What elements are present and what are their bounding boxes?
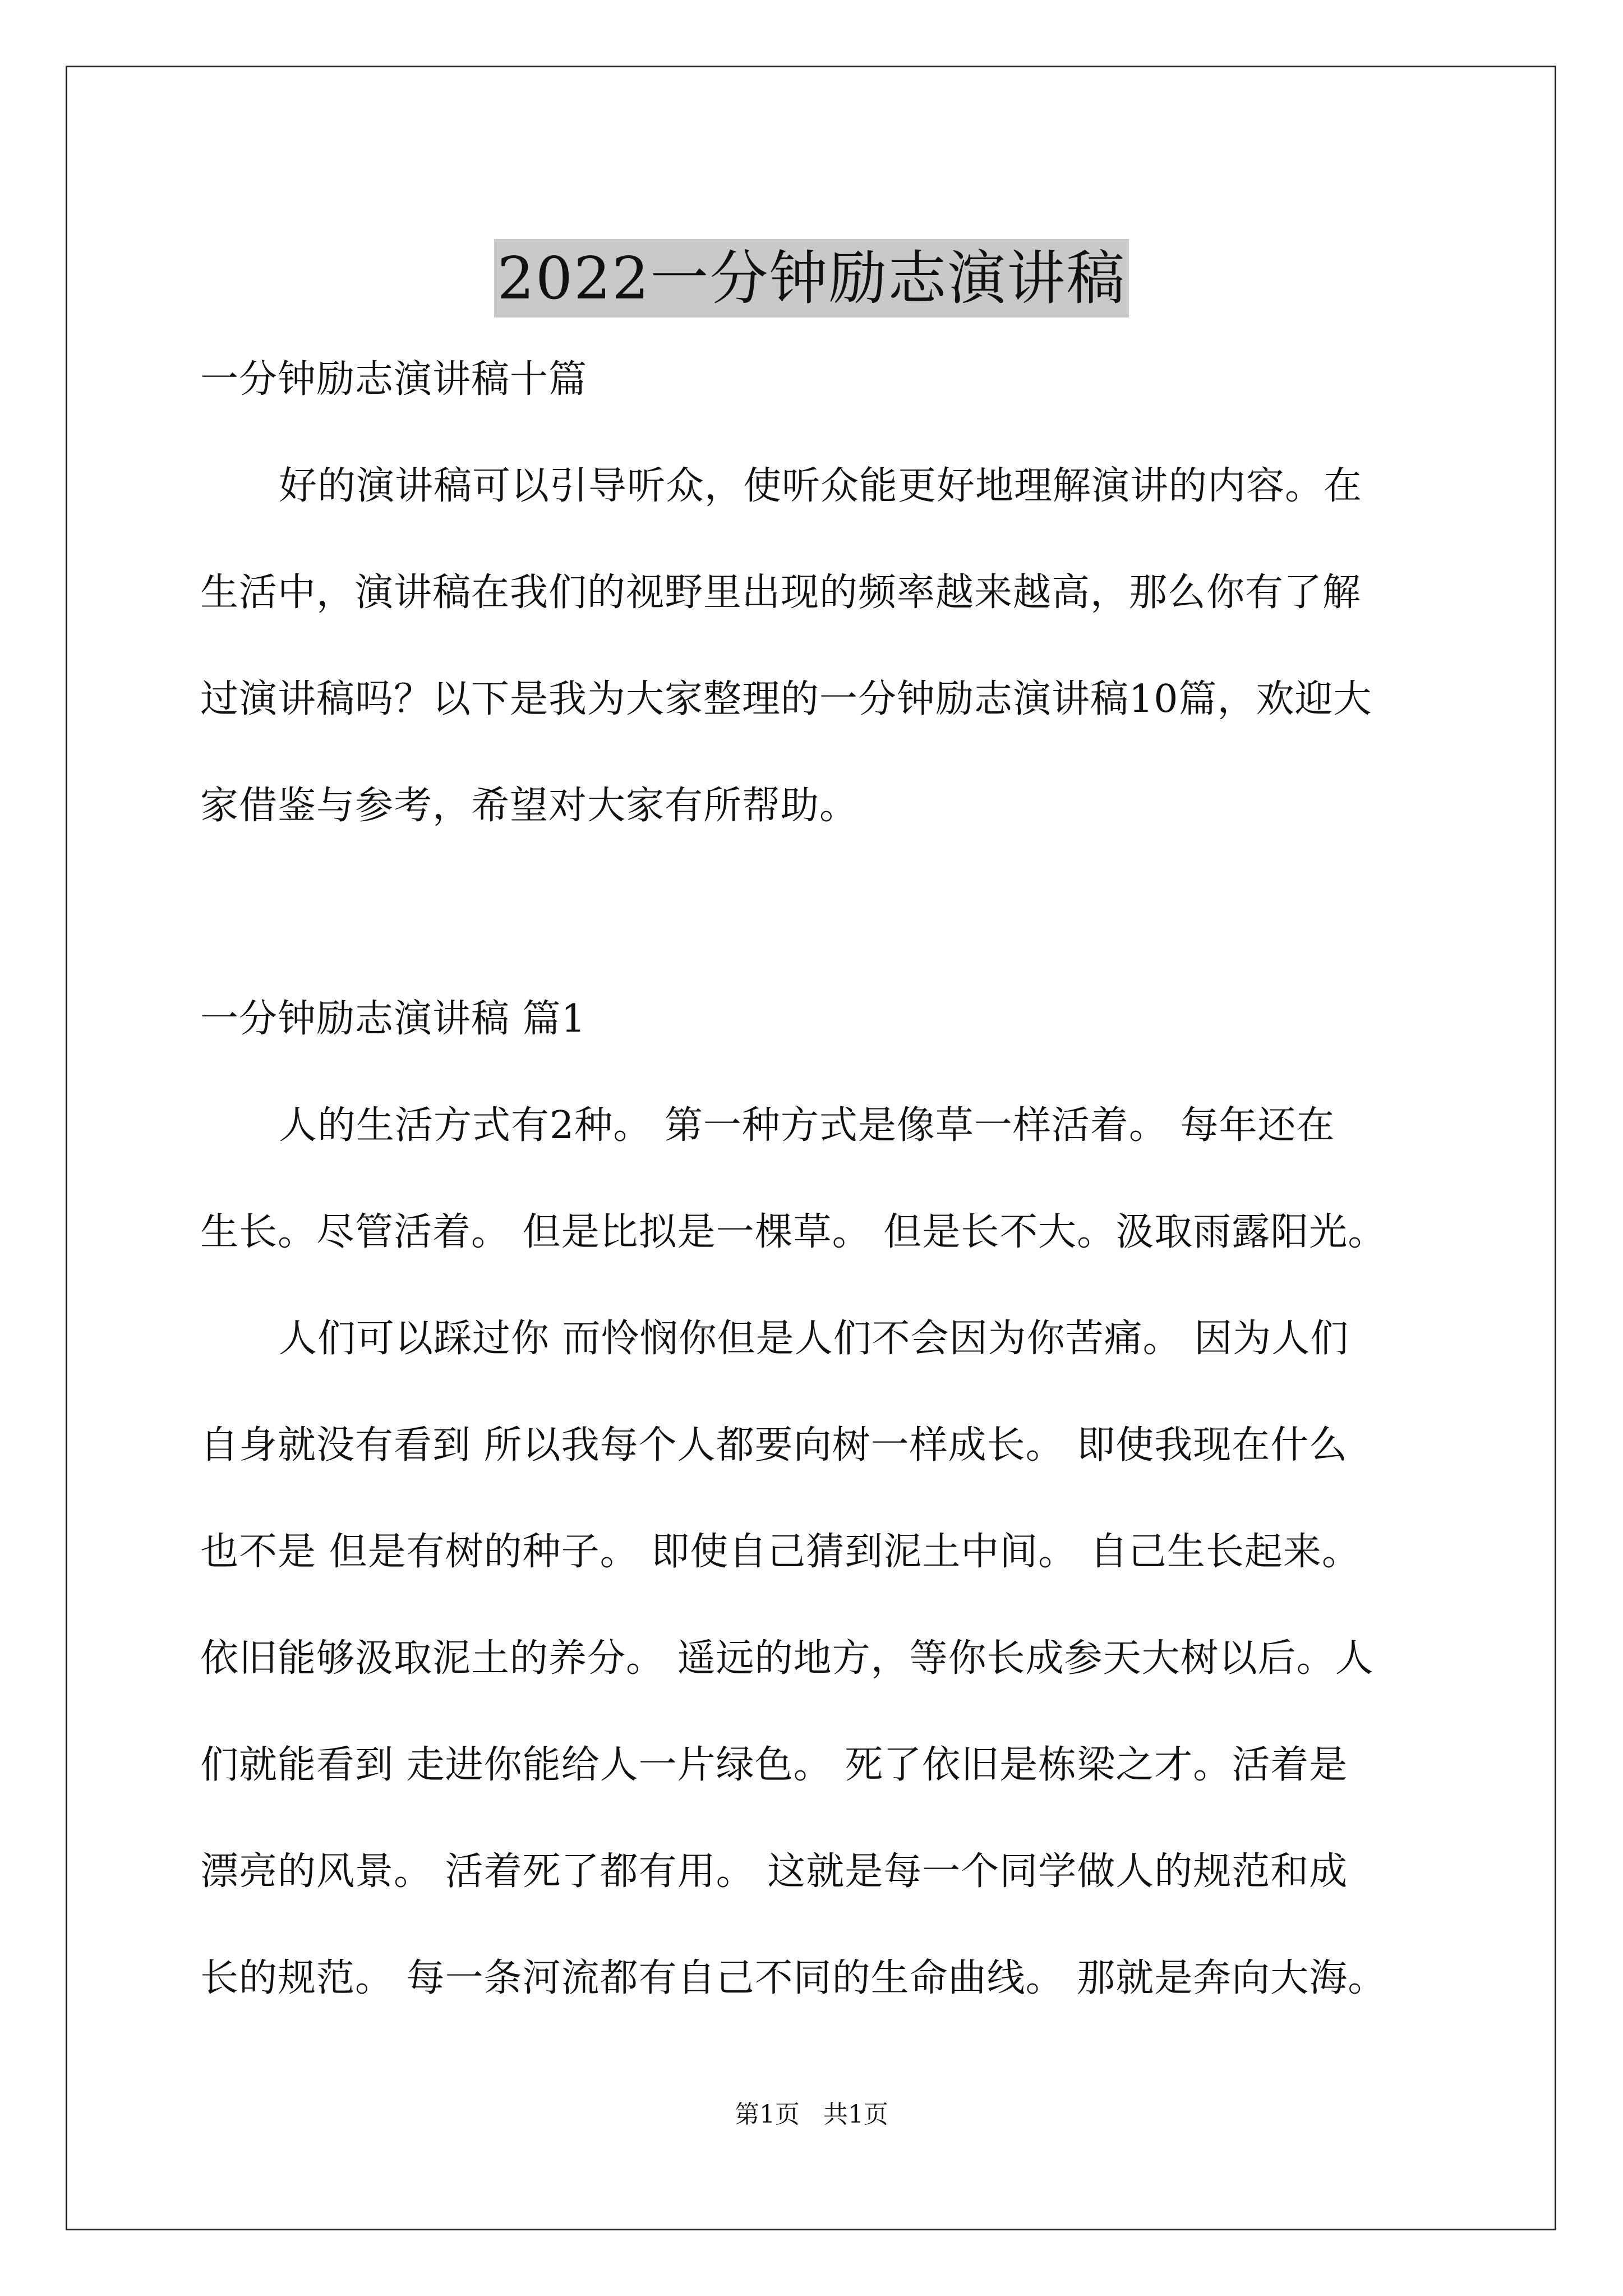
- paragraph-line-2: 生长。尽管活着。 但是比拟是一棵草。 但是长不大。汲取雨露阳光。: [200, 1210, 1387, 1254]
- paragraph-line-6: 依旧能够汲取泥土的养分。 遥远的地方，等你长成参天大树以后。人: [200, 1636, 1374, 1681]
- paragraph-line-9: 长的规范。 每一条河流都有自己不同的生命曲线。 那就是奔向大海。: [200, 1956, 1387, 2000]
- paragraph-line-7: 们就能看到 走进你能给人一片绿色。 死了依旧是栋梁之才。活着是: [200, 1743, 1348, 1787]
- page-footer: [0, 2098, 1623, 2132]
- title-container: [0, 200, 1623, 356]
- section-heading: 一分钟励志演讲稿 篇1: [200, 997, 586, 1041]
- document-title: 2022一分钟励志演讲稿: [494, 239, 1129, 318]
- paragraph-line-3: 人们可以踩过你 而怜悯你但是人们不会因为你苦痛。 因为人们: [279, 1317, 1349, 1361]
- intro-line-2: 生活中，演讲稿在我们的视野里出现的频率越来越高，那么你有了解: [200, 570, 1362, 615]
- page-number: 第1页: [735, 2100, 800, 2129]
- paragraph-line-5: 也不是 但是有树的种子。 即使自己猜到泥土中间。 自己生长起来。: [200, 1530, 1361, 1574]
- paragraph-line-4: 自身就没有看到 所以我每个人都要向树一样成长。 即使我现在什么: [200, 1423, 1348, 1467]
- intro-line-1: 好的演讲稿可以引导听众，使听众能更好地理解演讲的内容。在: [279, 464, 1363, 508]
- intro-line-4: 家借鉴与参考，希望对大家有所帮助。: [200, 784, 859, 828]
- paragraph-line-1: 人的生活方式有2种。 第一种方式是像草一样活着。 每年还在: [279, 1103, 1335, 1148]
- page-total: 共1页: [823, 2100, 888, 2129]
- subtitle: 一分钟励志演讲稿十篇: [200, 357, 588, 402]
- intro-line-3: 过演讲稿吗？以下是我为大家整理的一分钟励志演讲稿10篇，欢迎大: [200, 677, 1372, 721]
- paragraph-line-8: 漂亮的风景。 活着死了都有用。 这就是每一个同学做人的规范和成: [200, 1849, 1348, 1894]
